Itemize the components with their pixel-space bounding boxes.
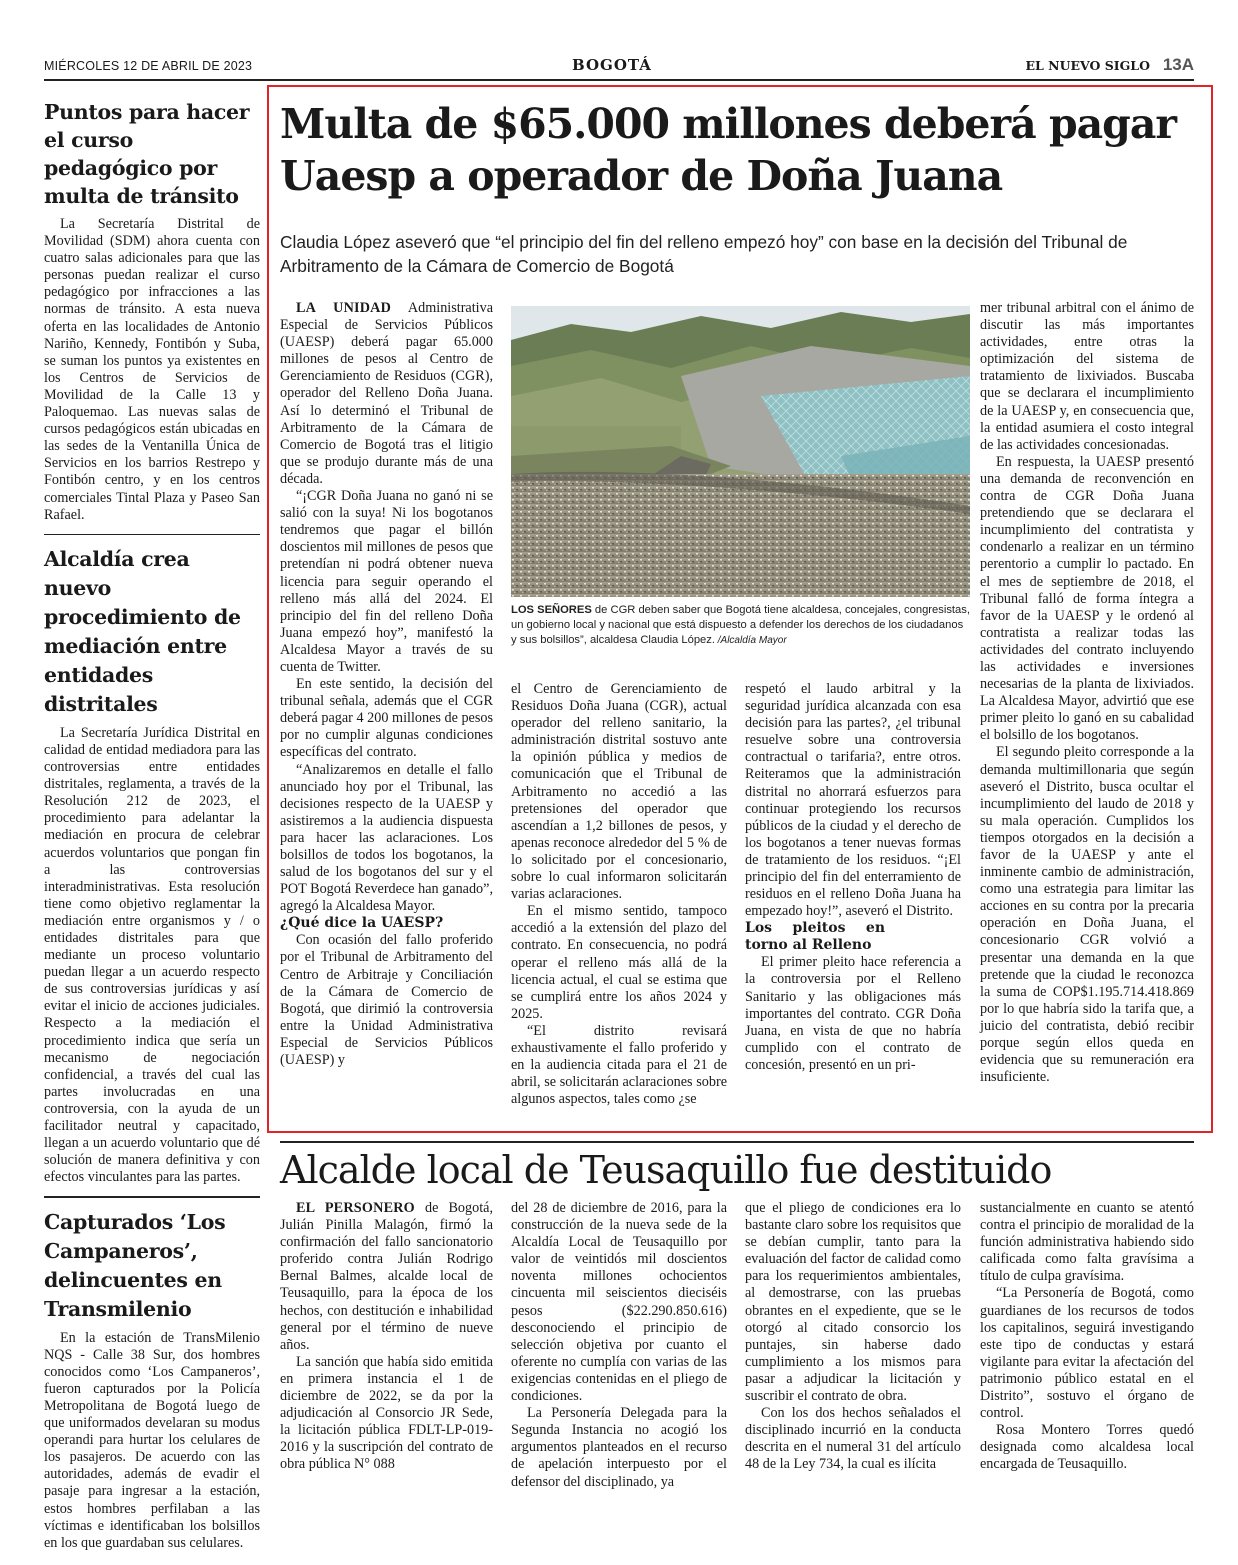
sidebar-story-title: Capturados ‘Los Campaneros’, delincuentes en Transmilenio — [44, 1209, 226, 1321]
sidebar-story-title: Puntos para hacer el curso pedagógico por multa de tránsito — [44, 100, 250, 208]
lead-in: LA UNIDAD — [296, 300, 392, 316]
main-col-3 — [745, 681, 961, 1074]
paragraph: La Personería Delegada para la Segunda Instancia no acogió los argumentos planteados en el recurso de apelación interpuesto por el defensor del disciplinado, ya — [511, 1405, 727, 1490]
lead-in: EL PERSONERO — [296, 1200, 415, 1216]
sidebar-story-title: Alcaldía crea nuevo procedimiento de mediación entre entidades distritales — [44, 546, 241, 716]
header-section: BOGOTÁ — [572, 56, 652, 74]
second-headline: Alcalde local de Teusaquillo fue destituido — [280, 1148, 1052, 1192]
paragraph: del 28 de diciembre de 2016, para la construcción de la nueva sede de la Alcaldía Local de Teusaquillo por valor de veintidós mil doscientos noventa millones ochocientos cincuenta mil seiscientos dieciséis pesos ($22.290.850.616) desconociendo el principio de selección objetiva por cuanto el oferente no cumplía con varias de las exigencias contenidas en el pliego de condiciones. — [511, 1200, 727, 1405]
header-page-number: 13A — [1162, 55, 1194, 74]
sidebar-story-text: La Secretaría Jurídica Distrital en calidad de entidad mediadora para las controversias entre entidades distritales, reglamenta, a través de la Resolución 212 de 2023, el procedimiento para adelantar la mediación en procura de celebrar acuerdos voluntarios que pongan fin a las controversias interadministrativas. Esta resolución tiene como objetivo reglamentar la mediación entre organismos y / o entidades distritales para que mediante un proceso voluntario puedan llegar a un acuerdo respecto de sus controversias jurídicas y así evitar el inicio de acciones judiciales. Respecto a la mediación el procedimiento indica que sería un mecanismo de negociación confidencial, a través del cual las partes involucradas en una controversia, con la ayuda de un facilitador neutral y capacitado, llegan a un acuerdo voluntario que dé solución de manera definitiva y con efectos vinculantes para las partes. — [44, 724, 260, 1186]
sidebar-story-3 — [44, 1208, 260, 1552]
landfill-photo — [511, 306, 970, 597]
paragraph: respetó el laudo arbitral y la seguridad jurídica alcanzada con esa decisión para las partes?, ¿el tribunal resuelve sobre una controversia contractual o tarifaria?, entre otros. Reiteramos que la administración distrital no ahorrará esfuerzos para continuar protegiendo los recursos públicos de la ciudad y el derecho de los bogotanos a tener nuevas formas de tratamiento de los residuos. “¡El principio del fin del enterramiento de residuos en el relleno Doña Juana ha empezado hoy!”, aseveró el Distrito. — [745, 681, 961, 920]
main-col-2 — [511, 681, 727, 1108]
paragraph: “Analizaremos en detalle el fallo anunciado hoy por el Tribunal, las decisiones respecto de la UAESP y asistiremos a la audiencia dispuesta para hacer las aclaraciones. Los bolsillos de todos los bogotanos, la salud de los bogotanos del sur y el POT Bogotá Reverdece han ganado”, agregó la Alcaldesa Mayor. — [280, 761, 493, 915]
paragraph: “El distrito revisará exhaustivamente el fallo proferido y en la audiencia citada para el 21 de abril, se solicitarán aclaraciones sobre algunos aspectos, tales como ¿se — [511, 1022, 727, 1108]
paragraph: Rosa Montero Torres quedó designada como alcaldesa local encargada de Teusaquillo. — [980, 1422, 1194, 1473]
second-story-rule — [280, 1141, 1194, 1143]
paragraph: sustancialmente en cuanto se atentó contra el principio de moralidad de la función administrativa habiendo sido calificada como falta gravísima a título de culpa gravísima. — [980, 1200, 1194, 1285]
subhead: ¿Qué dice la UAESP? — [280, 915, 444, 932]
second-col-1 — [280, 1200, 493, 1474]
paragraph: En respuesta, la UAESP presentó una demanda de reconvención en contra de CGR Doña Juana pretendiendo que se declarara el incumplimiento del contratista y condenarlo a realizar en un término perentorio a cumplir lo pactado. En el mes de septiembre de 2018, el Tribunal falló de forma íntegra a favor de la UAESP y le ordenó al contratista a realizar todas las actividades del contrato incluyendo las actividades e inversiones necesarias de la planta de lixiviados. La Alcaldesa Mayor, advirtió que ese primer pleito lo ganó en su cabalidad el bolsillo de los bogotanos. — [980, 453, 1194, 744]
paragraph: Con ocasión del fallo proferido por el Tribunal de Arbitramento del Centro de Arbitraje y Conciliación de la Cámara de Comercio de Bogotá, que dirimió la controversia entre la Unidad Administrativa Especial de Servicios Públicos (UAESP) y — [280, 932, 493, 1069]
second-col-3 — [745, 1200, 961, 1474]
paragraph: Administrativa Especial de Servicios Públicos (UAESP) deberá pagar 65.000 millones de pesos al Centro de Gerenciamiento de Residuos (CGR), operador del Relleno Doña Juana. Así lo determinó el Tribunal de Arbitramento de la Cámara de Comercio de Bogotá tras el litigio que se produjo durante más de una década. — [280, 300, 493, 487]
subhead: Los pleitos en torno al Relleno — [745, 920, 885, 954]
header-rule — [44, 79, 1194, 81]
paragraph: mer tribunal arbitral con el ánimo de discutir las más importantes actividades, entre otras la optimización del sistema de tratamiento de lixiviados. Buscaba que se declarara el incumplimiento de la UAESP y, en consecuencia que, la entidad asumiera el costo integral de las actividades concesionadas. — [980, 300, 1194, 453]
sidebar — [44, 98, 260, 1551]
caption-text: de CGR deben saber que Bogotá tiene alcaldesa, concejales, congresistas, un gobierno local y nacional que está dispuesto a defender los derechos de los ciudadanos y sus bolsillos”, alcaldesa Claudia López. — [511, 604, 970, 646]
paragraph: En el mismo sentido, tampoco accedió a la extensión del plazo del contrato. En consecuencia, no podrá operar el relleno más allá de la licencia actual, el cual se estima que se cumplirá entre los años 2024 y 2025. — [511, 903, 727, 1022]
paragraph: En este sentido, la decisión del tribunal señala, además que el CGR deberá pagar 4 200 millones de pesos por no cumplir algunas condiciones específicas del contrato. — [280, 676, 493, 761]
paragraph: “La Personería de Bogotá, como guardianes de los recursos de todos los capitalinos, seguirá investigando este tipo de conductas y estará vigilante para evitar la afectación del patrimonio público estatal en el Distrito”, sostuvo el órgano de control. — [980, 1285, 1194, 1422]
photo-credit: /Alcaldía Mayor — [714, 634, 787, 646]
second-col-2 — [511, 1200, 727, 1491]
paragraph: de Bogotá, Julián Pinilla Malagón, firmó la confirmación del fallo sancionatorio proferido contra Julián Rodrigo Bernal Balmes, alcalde local de Teusaquillo, para la época de los hechos, con destitución e inhabilidad general por el término de nueve años. — [280, 1200, 493, 1353]
paragraph: el Centro de Gerenciamiento de Residuos Doña Juana (CGR), actual operador del relleno sanitario, la administración distrital sostuvo ante la opinión pública y medios de comunicación que el Tribunal de Arbitramento no accedió a las pretensiones del operador que ascendían a 1,2 billones de pesos, y apenas reconoce alrededor del 5 % de lo solicitado por el concesionario, sobre lo cual informaron solicitarán varias aclaraciones. — [511, 681, 727, 903]
main-col-4 — [980, 300, 1194, 1086]
second-col-4 — [980, 1200, 1194, 1474]
main-headline: Multa de $65.000 millones deberá pagar Uaesp a operador de Doña Juana — [280, 100, 1177, 200]
main-col-1 — [280, 300, 493, 1069]
sidebar-story-text: La Secretaría Distrital de Movilidad (SDM) ahora cuenta con cuatro salas adicionales para que las personas puedan realizar el curso pedagógico por infracciones a las normas de tránsito. A esta nueva oferta en las localidades de Antonio Nariño, Kennedy, Fontibón y Suba, se suman los puntos ya existentes en los Centros de Servicios de Movilidad de la Calle 13 y Paloquemao. Las nuevas salas de cursos pedagógicos están ubicadas en las sedes de la Ventanilla Única de Servicios en los barrios Restrepo y Fontibón centro, y en los centros comerciales Tintal Plaza y Paseo San Rafael. — [44, 216, 260, 523]
photo-caption — [511, 603, 970, 648]
paragraph: El segundo pleito corresponde a la demanda multimillonaria que según aseveró el Distrito, busca ocultar el incumplimiento del laudo de 2018 y su mala operación. Cumplidos los tiempos otorgados en la decisión a favor de la UAESP y ante el inminente cambio de administración, como una estrategia para limitar las acciones en su contra por la precaria operación en Doña Juana, el concesionario CGR volvió a presentar una demanda en la que pretende que la ciudad le reconozca la suma de COP$1.195.714.418.869 por lo que habría sido la tarifa que, a juicio del contratista, debió recibir porque según ellos queda en evidencia que su remuneración era insuficiente. — [980, 744, 1194, 1086]
sidebar-story-text: En la estación de TransMilenio NQS - Calle 38 Sur, dos hombres conocidos como ‘Los Campaneros’, fueron capturados por la Policía Metropolitana de Bogotá luego de que uniformados develaran su modus operandi para hurtar los celulares de los pasajeros. De acuerdo con las autoridades, además de evadir el pasaje para ingresar a la estación, estos hombres perfilaban a las víctimas e identificaban los bolsillos en los que guardaban sus celulares. — [44, 1329, 260, 1551]
header-date: MIÉRCOLES 12 DE ABRIL DE 2023 — [44, 59, 253, 73]
sidebar-rule — [44, 534, 260, 535]
page-header — [44, 56, 1194, 78]
paragraph: “¡CGR Doña Juana no ganó ni se salió con la suya! Ni los bogotanos tendremos que pagar el billón doscientos mil millones de pesos que pretendían ni podrá obtener nueva licencia para seguir operando el relleno más allá del 2024. El principio del fin del relleno Doña Juana empezó hoy”, manifestó la Alcaldesa Mayor a través de su cuenta de Twitter. — [280, 488, 493, 675]
sidebar-story-2 — [44, 545, 260, 1187]
main-deck: Claudia López aseveró que “el principio del fin del relleno empezó hoy” con base en la decisión del Tribunal de Arbitramento de la Cámara de Comercio de Bogotá — [280, 232, 1128, 276]
sidebar-rule — [44, 1196, 260, 1197]
paragraph: La sanción que había sido emitida en primera instancia el 1 de diciembre de 2022, se da por la adjudicación al Consorcio JR Sede, la licitación pública FDLT-LP-019-2016 y la suscripción del contrato de obra pública N° 088 — [280, 1353, 493, 1473]
paragraph: que el pliego de condiciones era lo bastante claro sobre los requisitos que se debían cumplir, tanto para la evaluación del factor de calidad como para los requerimientos ambientales, al demostrarse, con las pruebas obrantes en el expediente, que se le otorgó al citado consorcio los puntajes, sin haberse dado cumplimiento a los mismos para pasar a adjudicar la licitación y suscribir el contrato de obra. — [745, 1200, 961, 1405]
paragraph: Con los dos hechos señalados el disciplinado incurrió en la conducta descrita en el numeral 31 del artículo 48 de la Ley 734, la cual es ilícita — [745, 1405, 961, 1473]
header-paper-name: EL NUEVO SIGLO — [1025, 58, 1150, 73]
sidebar-story-1 — [44, 98, 260, 524]
caption-lead: LOS SEÑORES — [511, 604, 592, 616]
paragraph: El primer pleito hace referencia a la controversia por el Relleno Sanitario y las obligaciones más importantes del contrato. CGR Doña Juana, en vista de que no habría cumplido con el contrato de concesión, presentó en un pri- — [745, 954, 961, 1073]
